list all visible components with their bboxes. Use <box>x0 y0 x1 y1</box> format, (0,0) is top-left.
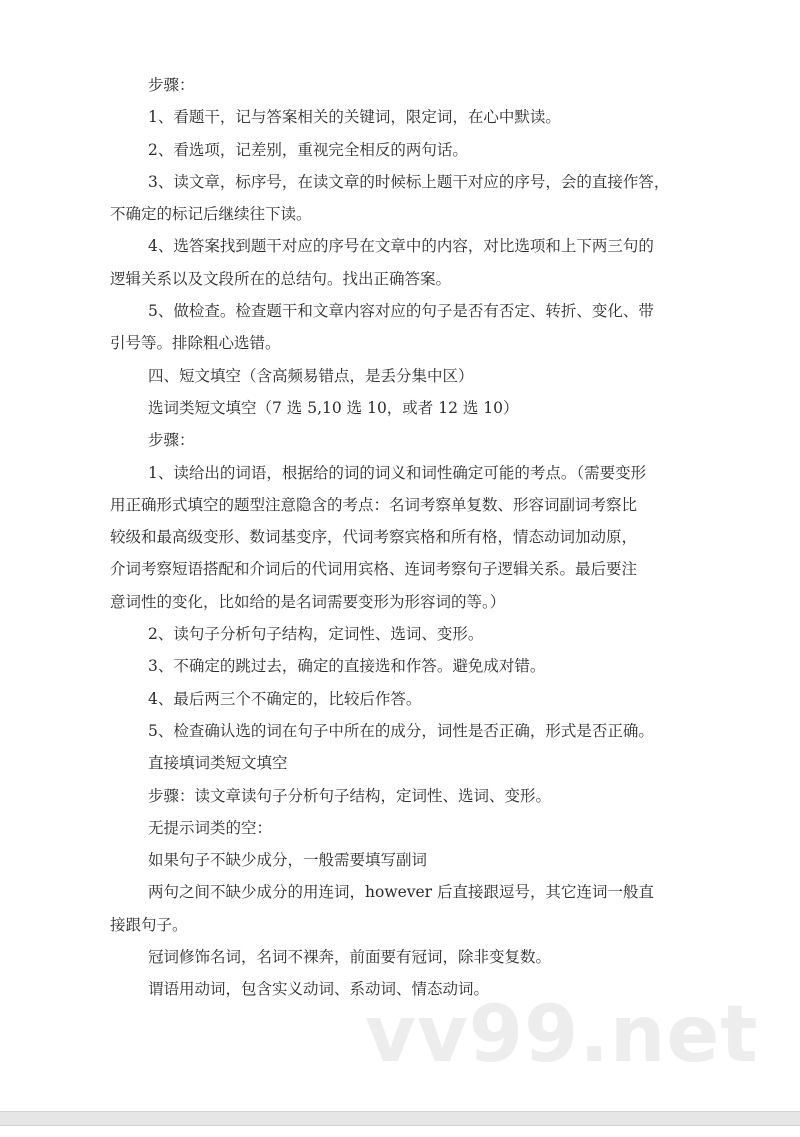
text-line: 步骤：读文章读句子分析句子结构，定词性、选词、变形。 <box>148 786 552 805</box>
text-line: 谓语用动词，包含实义动词、系动词、情态动词。 <box>148 980 490 999</box>
text-line: 1、看题干，记与答案相关的关键词，限定词，在心中默读。 <box>148 108 561 127</box>
text-line: 步骤： <box>148 431 195 450</box>
text-line: 5、检查确认选的词在句子中所在的成分，词性是否正确，形式是否正确。 <box>148 721 654 740</box>
text-line: 用正确形式填空的题型注意隐含的考点：名词考察单复数、形容词副词考察比 <box>110 495 638 514</box>
text-line: 不确定的标记后继续往下读。 <box>110 205 312 224</box>
text-line: 4、最后两三个不确定的，比较后作答。 <box>148 689 422 708</box>
text-line: 四、短文填空（含高频易错点，是丢分集中区） <box>148 366 474 385</box>
text-line: 4、选答案找到题干对应的序号在文章中的内容，对比选项和上下两三句的 <box>148 237 654 256</box>
text-line: 逻辑关系以及文段所在的总结句。找出正确答案。 <box>110 269 452 288</box>
text-line: 2、读句子分析句子结构，定词性、选词、变形。 <box>148 625 484 644</box>
text-line: 较级和最高级变形、数词基变序，代词考察宾格和所有格，情态动词加动原， <box>110 528 638 547</box>
text-line: 接跟句子。 <box>110 915 188 934</box>
text-line: 3、读文章，标序号，在读文章的时候标上题干对应的序号，会的直接作答， <box>148 172 670 191</box>
watermark: vv99.net <box>365 990 759 1080</box>
text-line: 1、读给出的词语，根据给的词的词义和词性确定可能的考点。（需要变形 <box>148 463 647 482</box>
document-body <box>110 69 710 1006</box>
text-line: 3、不确定的跳过去，确定的直接选和作答。避免成对错。 <box>148 657 546 676</box>
text-line: 介词考察短语搭配和介词后的代词用宾格、连词考察句子逻辑关系。最后要注 <box>110 560 638 579</box>
text-line: 直接填词类短文填空 <box>148 754 288 773</box>
text-line: 2、看选项，记差别，重视完全相反的两句话。 <box>148 140 468 159</box>
text-line: 两句之间不缺少成分的用连词，however 后直接跟逗号，其它连词一般直 <box>148 883 655 902</box>
text-line: 无提示词类的空： <box>148 818 273 837</box>
text-line: 引号等。排除粗心选错。 <box>110 334 281 353</box>
page-bottom-scrollbar[interactable] <box>0 1111 800 1126</box>
text-line: 5、做检查。检查题干和文章内容对应的句子是否有否定、转折、变化、带 <box>148 302 654 321</box>
text-line: 冠词修饰名词，名词不裸奔，前面要有冠词，除非变复数。 <box>148 948 552 967</box>
text-line: 步骤： <box>148 76 195 94</box>
text-line: 意词性的变化，比如给的是名词需要变形为形容词的等。） <box>110 592 506 611</box>
text-line: 如果句子不缺少成分，一般需要填写副词 <box>148 851 428 870</box>
text-line: 选词类短文填空（7 选 5,10 选 10，或者 12 选 10） <box>148 398 519 417</box>
